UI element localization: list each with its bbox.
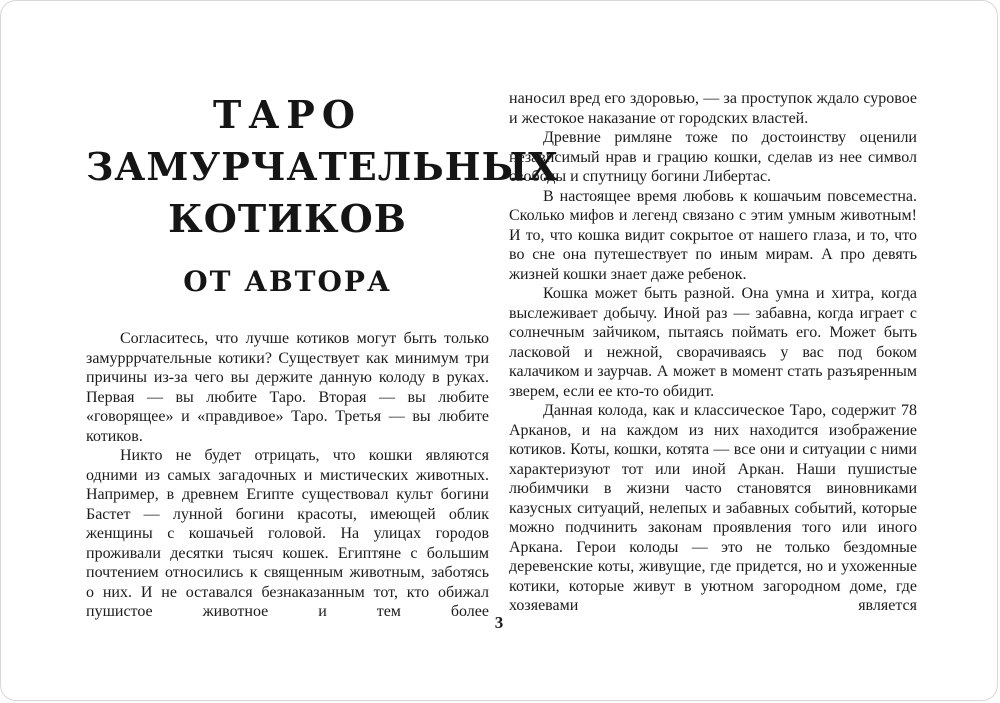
book-title-line-2: ЗАМУРЧАТЕЛЬНЫХ (86, 144, 559, 189)
left-page-column (86, 89, 559, 622)
chapter-heading: ОТ АВТОРА (183, 265, 392, 298)
book-title-line-1: ТАРО (213, 92, 362, 137)
book-title-line-3: КОТИКОВ (168, 196, 407, 241)
page-number: 3 (494, 613, 504, 632)
paragraph: наносил вред его здоровью, — за проступок ждало суровое и жестокое наказание от городских властей. (509, 90, 917, 127)
right-page-column (509, 89, 917, 616)
paragraph: Кошка может быть разной. Она умна и хитра, когда выслеживает добычу. Иной раз — забавна, когда играет с солнечным зайчиком, пытаясь поймать его. Может быть ласковой и нежной, сворачиваясь у вас под боком калачиком и заурчав. А может в момент стать разъяренным зверем, если ее кто-то обидит. (509, 285, 917, 400)
paragraph: Древние римляне тоже по достоинству оценили независимый нрав и грацию кошки, сделав из нее символ свободы и спутницу богини Либертас. (509, 129, 917, 185)
book-title (86, 89, 559, 245)
paragraph: Данная колода, как и классическое Таро, содержит 78 Арканов, и на каждом из них находится изображение котиков. Коты, кошки, котята — все они и ситуации с ними характеризуют тот или иной Аркан. Наши пушистые любимчики в жизни часто становятся виновниками казусных ситуаций, нелепых и забавных событий, которые можно подчинить законам проявления того или иного Аркана. Герои колоды — это не только бездомные деревенские коты, живущие, где придется, но и ухоженные котики, которые живут в уютном загородном доме, где хозяевами является (509, 402, 917, 614)
paragraph: В настоящее время любовь к кошачьим повсеместна. Сколько мифов и легенд связано с этим умным животным! И то, что кошка видит сокрытое от нашего глаза, и то, что во сне она путешествует по иным мирам. А про девять жизней кошки знает даже ребенок. (509, 187, 917, 283)
paragraph: Никто не будет отрицать, что кошки являются одними из самых загадочных и мистических животных. Например, в древнем Египте существовал культ богини Бастет — лунной богини красоты, имеющей облик женщины с кошачьей головой. На улицах городов проживали десятки тысяч кошек. Египтяне с большим почтением относились к священным животным, заботясь о них. И не оставался безнаказанным тот, кто обижал пушистое животное и тем более (86, 447, 489, 620)
paragraph: Согласитесь, что лучше котиков могут быть только замурррчательные котики? Существует как минимум три причины из-за чего вы держите данную колоду в руках. Первая — вы любите Таро. Вторая — вы любите «говорящее» и «правдивое» Таро. Третья — вы любите котиков. (86, 330, 489, 445)
